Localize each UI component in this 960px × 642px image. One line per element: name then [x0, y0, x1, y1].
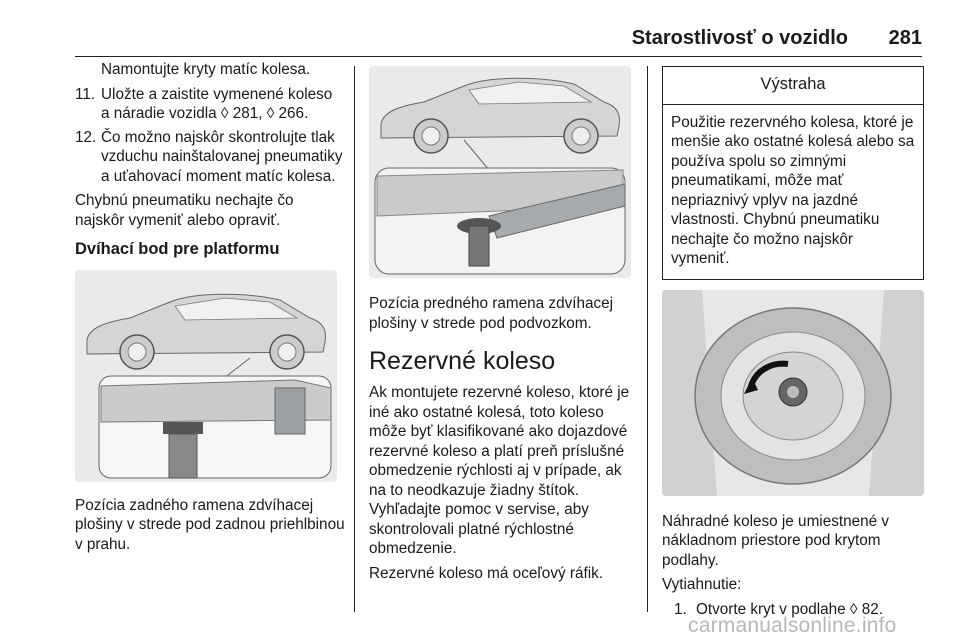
figure-caption: Pozícia zadného ramena zdvíhacej plošiny v strede pod zadnou priehlbinou v prahu.	[75, 496, 345, 553]
watermark: carmanualsonline.info	[688, 614, 897, 637]
spare-wheel-illustration	[662, 290, 924, 496]
warning-box	[662, 66, 924, 280]
step-number: 12.	[75, 128, 97, 146]
rear-lift-point-illustration	[75, 270, 337, 482]
car-rear-lift-svg	[75, 270, 337, 482]
step-item	[75, 128, 345, 187]
page-header	[75, 22, 922, 57]
column-2	[369, 60, 635, 588]
spare-wheel-svg	[662, 290, 924, 496]
step-number: 11.	[75, 85, 96, 103]
step-continuation: Namontujte kryty matíc kolesa.	[101, 61, 311, 78]
section-title: Starostlivosť o vozidlo	[631, 27, 848, 49]
column-1	[75, 60, 345, 559]
paragraph: Chybnú pneumatiku nechajte čo najskôr vymeniť alebo opraviť.	[75, 192, 294, 229]
subheading: Dvíhací bod pre platformu	[75, 240, 280, 258]
warning-text: Použitie rezervného kolesa, ktoré je menšie ako ostatné kolesá alebo sa používa spolu so zimnými pneumatikami, môže mať nepriaznivý vplyv na jazdné vlastnosti. Chybnú pneumatiku nechajte čo možno najskôr vymeniť.	[671, 113, 915, 267]
step-list	[75, 85, 345, 187]
paragraph: Rezervné koleso má oceľový ráfik.	[369, 564, 604, 582]
warning-title: Výstraha	[663, 67, 923, 105]
paragraph: Ak montujete rezervné koleso, ktoré je iné ako ostatné kolesá, toto koleso môže byť klasifikované ako dojazdové rezervné koleso a platí preň príslušné obmedzenie rýchlosti aj v prípade, ak na to neodkazuje žiadny štítok. Vyhľadajte pomoc v servise, aby skontrolovali platné rýchlostné obmedzenie.	[369, 384, 630, 557]
step-text: Uložte a zaistite vymenené koleso a náradie vozidla ◊ 281, ◊ 266.	[101, 85, 333, 122]
note-label: Vytiahnutie:	[662, 576, 742, 593]
step-text: Otvorte kryt v podlahe ◊ 82.	[696, 600, 883, 618]
car-front-lift-svg	[369, 66, 631, 278]
paragraph: Náhradné koleso je umiestnené v nákladnom priestore pod krytom podlahy.	[662, 512, 890, 569]
column-divider-1	[354, 66, 355, 612]
page-number: 281	[888, 27, 922, 49]
step-number: 1.	[674, 600, 687, 618]
column-divider-2	[647, 66, 648, 612]
step-item	[75, 85, 345, 124]
front-lift-point-illustration	[369, 66, 631, 278]
figure-caption: Pozícia predného ramena zdvíhacej plošiny v strede pod podvozkom.	[369, 295, 614, 332]
section-heading: Rezervné koleso	[369, 347, 556, 375]
step-text: Čo možno najskôr skontrolujte tlak vzduchu nainštalovanej pneumatiky a uťahovací moment matíc kolesa.	[101, 128, 343, 185]
column-3	[662, 60, 924, 624]
